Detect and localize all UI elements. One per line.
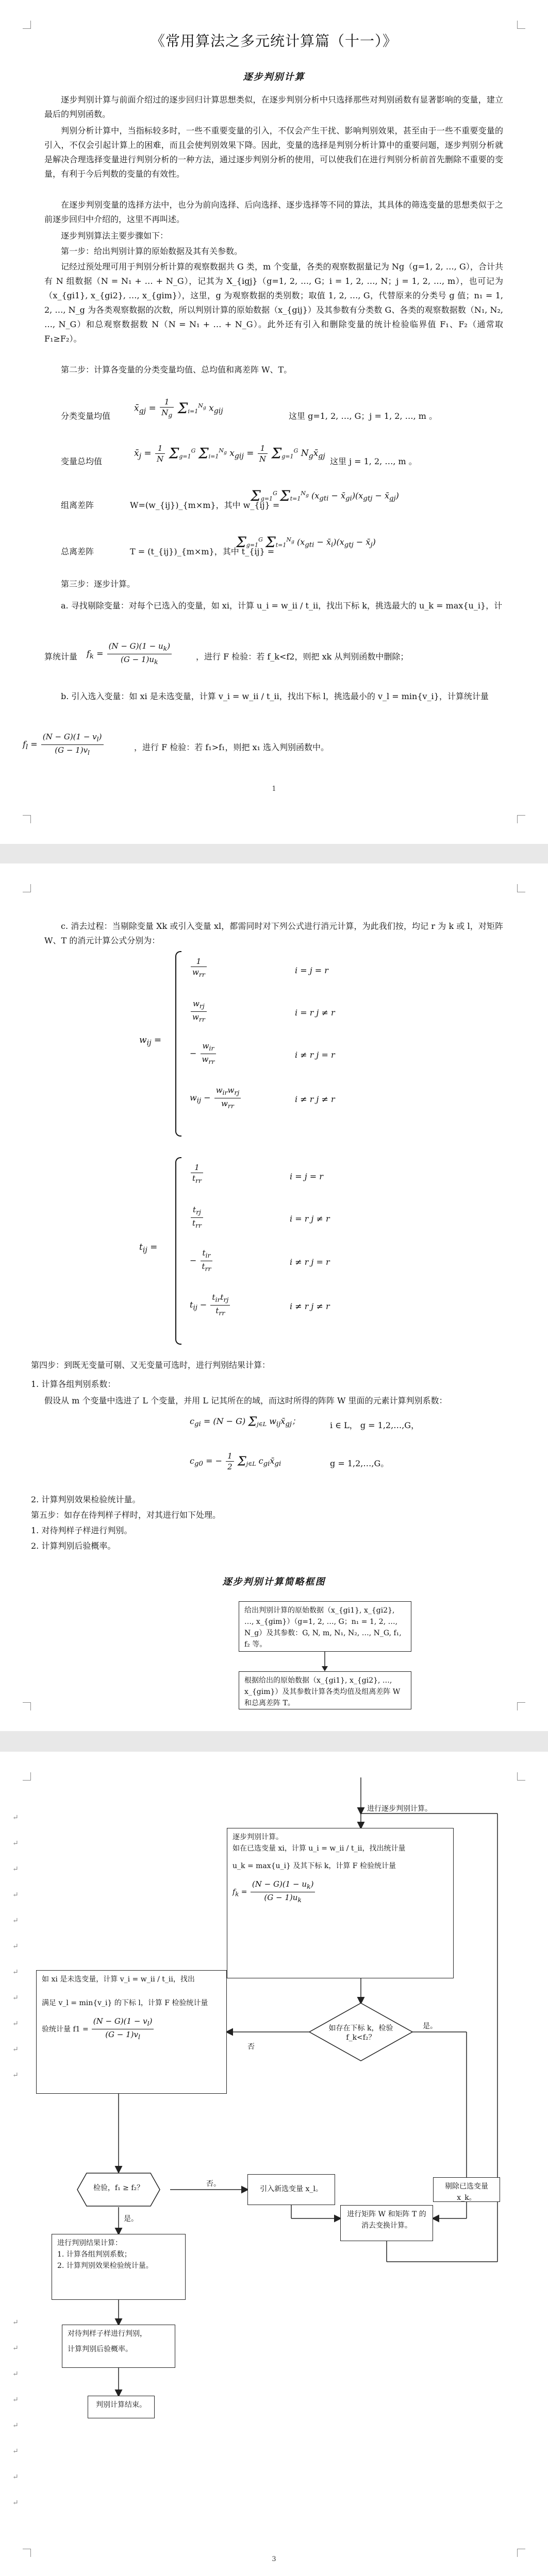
yes-label: 是。 [124,2215,138,2223]
return-mark: ↵ [12,2344,19,2352]
formula-cg0: $c_{g0}$ = − $\frac{1}{2}$ $\Sigma_{j\in L}$ $c_{gi}x̄_{gi}$ [190,1451,281,1471]
crop-mark [23,815,31,823]
flow-box-calc [227,1828,454,1978]
flow-box-select [36,1970,227,2094]
decision-text-1: 如存在下标 k，检验 f_k<f₂？ [328,2024,393,2042]
flow-box-introduce: 引入新选变量 x_l。 [247,2174,335,2205]
step-c: c. 消去过程：当剔除变量 Xk 或引入变量 xl，都需同时对下列公式进行消元计算，为此我们按，均记 r 为 k 或 l，对矩阵 W、T 的消元计算公式分别为： [44,921,503,945]
no-label: 否 [247,2043,255,2051]
calc-line-2: u_k = max{u_i} 及其下标 k，计算 F 检验统计量 [233,1862,396,1870]
formula-fk: $f_k$ = $\frac{(N - G)(1 - u_k)}{(G - 1)u_k}$ [87,641,173,667]
return-mark: ↵ [12,2045,19,2054]
formula-note: 这里 g=1, 2, …, G；j = 1, 2, …, m 。 [289,411,438,421]
posterior-line-1: 对待判样子样进行判别， [68,2330,147,2338]
crop-mark [23,884,31,892]
return-mark: ↵ [12,1865,19,1873]
formula-label: 总离差阵 [61,547,94,556]
flow-box-eliminate: 进行矩阵 W 和矩阵 T 的消去变换计算。 [340,2205,433,2241]
w-case-2: $w_{rj}$ $w_{rr}$ [190,998,208,1025]
return-mark: ↵ [12,2473,19,2481]
return-mark: ↵ [12,2396,19,2404]
return-mark: ↵ [12,1814,19,1822]
formula-head: W=(w_{ij})_{m×m}，其中 w_{ij} = [130,500,280,510]
select-line-1: 如 xi 是未选变量，计算 v_i = w_ii / t_ii，找出 [42,1975,195,1984]
brace [175,951,181,1137]
document-page-1 [0,0,548,844]
no-label: 否。 [206,2180,221,2188]
return-mark: ↵ [12,2071,19,2079]
select-formula: $\frac{(N - G)(1 - v_l)}{(G - 1)v_l}$ [92,2016,154,2042]
calc-title: 逐步判别计算。 [233,1833,283,1841]
flow-arrow [320,1652,330,1671]
step-heading: 第五步：如存在待判样子样时，对其进行如下处理。 [31,1510,221,1520]
w-case-cond: i = j = r [295,965,328,975]
crop-mark [517,1702,525,1710]
return-mark: ↵ [12,2318,19,2327]
crop-mark [517,815,525,823]
formula-range: g = 1,2,…,G。 [330,1459,389,1468]
t-case-3: − $t_{ir}$ $t_{rr}$ [190,1248,213,1274]
formula-class-mean: $x̄_{gj}$ = $\frac{1}{N_g}$ $\Sigma_{i=1}^{N_g}$ $x_{gij}$ [134,397,223,419]
page-number: 1 [272,785,276,793]
t-case-1: 1 $t_{rr}$ [190,1162,204,1186]
posterior-line-2: 计算判别后验概率。 [68,2345,132,2353]
t-case-cond: i = j = r [290,1172,323,1181]
crop-mark [517,21,525,29]
return-mark: ↵ [12,1994,19,2002]
t-case-cond: i ≠ r j = r [290,1257,330,1267]
crop-mark [23,21,31,29]
formula-fl: $f_l$ = $\frac{(N - G)(1 - v_l)}{(G - 1)v_l}$ [23,732,105,758]
w-case-1: 1 $w_{rr}$ [190,956,208,980]
flow-box-input: 给出判别计算的原始数据（x_{gi1}, x_{gi2}, …, x_{gim}）（g=1, 2, …, G；n₁ = 1, 2, …, N_g）及其参数：G, N, m, N₁, N₂, …, N_G, f₁, f₂ 等。 [239,1601,411,1652]
t-case-2: $t_{rj}$ $t_{rr}$ [190,1205,204,1231]
formula-range: i ∈ L， g = 1,2,…,G， [330,1420,420,1430]
section-subtitle: 逐步判别计算 [243,72,305,82]
formula-note: 这里 j = 1, 2, …, m 。 [330,456,417,466]
return-mark: ↵ [12,1839,19,1848]
formula-w-lhs: $w_{ij}$ = [139,1035,162,1047]
crop-mark [23,1702,31,1710]
flow-box-end: 判别计算结束。 [88,2396,155,2418]
step-a: a. 寻找剔除变量：对每个已选入的变量，如 xi，计算 u_i = w_ii / t_ii，找出下标 k，挑选最大的 u_k = max{u_i}，计 [61,601,503,611]
list-item: 1. 计算各组判别系数： [31,1379,116,1389]
yes-label: 是。 [423,2022,437,2030]
list-item: 2. 计算判别效果检验统计量。 [31,1495,141,1504]
w-case-3: − $w_{ir}$ $w_{rr}$ [190,1041,217,1067]
return-mark: ↵ [12,2499,19,2507]
list-item: 2. 计算判别后验概率。 [31,1541,116,1551]
step-heading: 第一步：给出判别计算的原始数据及其有关参数。 [61,246,243,256]
w-case-cond: i ≠ r j = r [295,1050,335,1060]
decision-text-2: 检验，f₁ ≥ f₂？ [93,2184,144,2192]
paragraph: 逐步判别计算与前面介绍过的逐步回归计算思想类似，在逐步判别分析中只选择那些对判别函数有显著影响的变量，建立最后的判别函数。 [44,95,503,119]
t-case-cond: i ≠ r j ≠ r [290,1301,330,1311]
formula-cgi: $c_{gi} = (N - G)$ $\Sigma_{j\in L}$ $w_{ij}x̄_{gj}$； [190,1414,301,1429]
flow-box-compute: 根据给出的原始数据（x_{gi1}, x_{gi2}, …, x_{gim}）及其参数计算各类均值及组离差阵 W 和总离差阵 T。 [239,1671,411,1709]
formula-label: 变量总均值 [61,456,103,466]
formula-within-scatter: $\Sigma_{g=1}^G$ $\Sigma_{t=1}^{N_g}$ ($x_{gti}$ − $x̄_{gi})(x_{gtj}$ − $x̄_{gj}$) [251,487,399,504]
w-case-4: $w_{ij}$ − $w_{ir}w_{rj}$ $w_{rr}$ [190,1085,242,1111]
formula-t-lhs: $t_{ij}$ = [139,1242,158,1255]
step-heading: 第二步：计算各变量的分类变量均值、总均值和离差阵 W、T。 [61,365,292,375]
flow-box-posterior [62,2325,175,2368]
document-title: 《常用算法之多元统计算篇（十一）》 [150,32,397,49]
step-a-cont: 算统计量 [44,652,78,662]
flow-box-result [52,2234,186,2300]
formula-total-mean: $x̄_j$ = $\frac{1}{N}$ $\Sigma_{g=1}^G$ $\Sigma_{i=1}^{N_g}$ $x_{gij}$ = $\frac{1}{N}$ $\Sigma_{g=1}^G$ $N_gx̄_{gj}$ [134,444,325,464]
return-mark: ↵ [12,2020,19,2028]
return-mark: ↵ [12,1917,19,1925]
result-item-2: 2. 计算判别效果检验统计量。 [57,2262,153,2270]
calc-formula: $f_k$ = $\frac{(N - G)(1 - u_k)}{(G - 1)u_k}$ [233,1879,448,1905]
return-mark: ↵ [12,1942,19,1951]
flowchart-title: 逐步判别计算简略框图 [222,1577,326,1587]
list-text: 假设从 m 个变量中选进了 L 个变量，并用 L 记其所在的域，而这时所得的阵阵 W 里面的元素计算判别系数： [44,1396,447,1405]
return-mark: ↵ [12,1891,19,1899]
paragraph: 在逐步判别变量的选择方法中，也分为前向选择、后向选择、逐步选择等不同的算法，其具体的筛选变量的思想类似于之前逐步回归中介绍的，这里不再叫述。 [44,200,503,224]
paragraph: 记经过预处理可用于判别分析计算的观察数据共 G 类，m 个变量，各类的观察数据量记为 Ng（g=1, 2, …, G），合计共有 N 组数据（N = N₁ + … + N_G），记其为 X_{igj}（g=1, 2, …, G；i = 1, 2, …, N；j = 1, 2, …, m），也可记为（x_{gi1}, x_{gi2}, …, x_{gim}），这里，g 为观察数据的类别数；取值 1, 2, …, G，代替原来的分类号 g 值；n₁ = 1, 2, …, N_g 为各类观察数据的次数，所以判别计算的原始数据（x_{gij}）及其参数有分类数 G、各类的观察数据数（N₁, N₂, …, N_G）和总观察数据数 N（N = N₁ + … + N_G）。此外还有引入和删除变量的统计检验临界值 F₁、F₂（通常取 F₁≥F₂）。 [44,262,503,344]
formula-total-scatter: $\Sigma_{g=1}^G$ $\Sigma_{t=1}^{N_g}$ ($x_{gti}$ − $x̄_i)(x_{gtj}$ − $x̄_j$) [236,533,376,551]
crop-mark [517,884,525,892]
flow-box-remove: 剔除已选变量 x_k。 [433,2177,500,2202]
step-b-tail: ，进行 F 检验：若 f₁>f₁，则把 x₁ 选入判别函数中。 [134,742,329,752]
brace [175,1157,181,1345]
page-number: 3 [272,2555,276,2563]
formula-label: 分类变量均值 [61,411,111,421]
formula-label: 组离差阵 [61,500,94,510]
t-case-cond: i = r j ≠ r [290,1214,330,1224]
step-heading: 第四步：到既无变量可剔、又无变量可选时，进行判别结果计算： [31,1360,271,1370]
return-mark: ↵ [12,2447,19,2455]
return-mark: ↵ [12,2370,19,2378]
result-title: 进行判别结果计算： [57,2239,122,2247]
t-case-4: $t_{ij}$ − $t_{ir}t_{rj}$ $t_{rr}$ [190,1292,231,1318]
document-page-2 [0,863,548,1731]
select-line-2: 满足 v_l = min{v_i} 的下标 l，计算 F 检验统计量 [42,1999,208,2007]
return-mark: ↵ [12,1968,19,1976]
document-page-3 [0,1752,548,2576]
list-item: 1. 对待判样子样进行判别。 [31,1526,132,1535]
w-case-cond: i ≠ r j ≠ r [295,1094,335,1104]
flow-enter-label: 进行逐步判别计算。 [367,1805,432,1813]
w-case-cond: i = r j ≠ r [295,1008,335,1018]
calc-line-1: 如在已选变量 xi，计算 u_i = w_ii / t_ii，找出统计量 [233,1844,406,1853]
paragraph: 判别分析计算中，当指标较多时，一些不重要变量的引入，不仅会产生干扰、影响判别效果，甚至由于一些不重要变量的引入，不仅会引起计算上的困难，而且会使判别效果下降。因此，变量的选择是判别分析计算中的重要问题，逐步判别分析就是解决合理选择变量进行判别分析的一种方法，通过逐步判别分析的使用，可以使我们在进行判别分析前首先删除不重要的变量，有利于今后判数的变量的有效性。 [44,126,503,179]
select-line-3: 验统计量 f1 = [42,2025,89,2033]
step-a-tail: ，进行 F 检验：若 f_k<f2，则把 xk 从判别函数中删除； [196,652,409,662]
step-heading: 第三步：逐步计算。 [61,579,136,589]
return-mark: ↵ [12,2421,19,2430]
formula-head: T = (t_{ij})_{m×m}，其中 t_{ij} = [130,547,275,556]
result-item-1: 1. 计算各组判别系数； [57,2250,131,2259]
paragraph: 逐步判别算法主要步骤如下： [61,231,169,241]
step-b: b. 引入选入变量：如 xi 是未选变量，计算 v_i = w_ii / t_ii，找出下标 l，挑选最小的 v_l = min{v_i}，计算统计量 [61,691,489,701]
